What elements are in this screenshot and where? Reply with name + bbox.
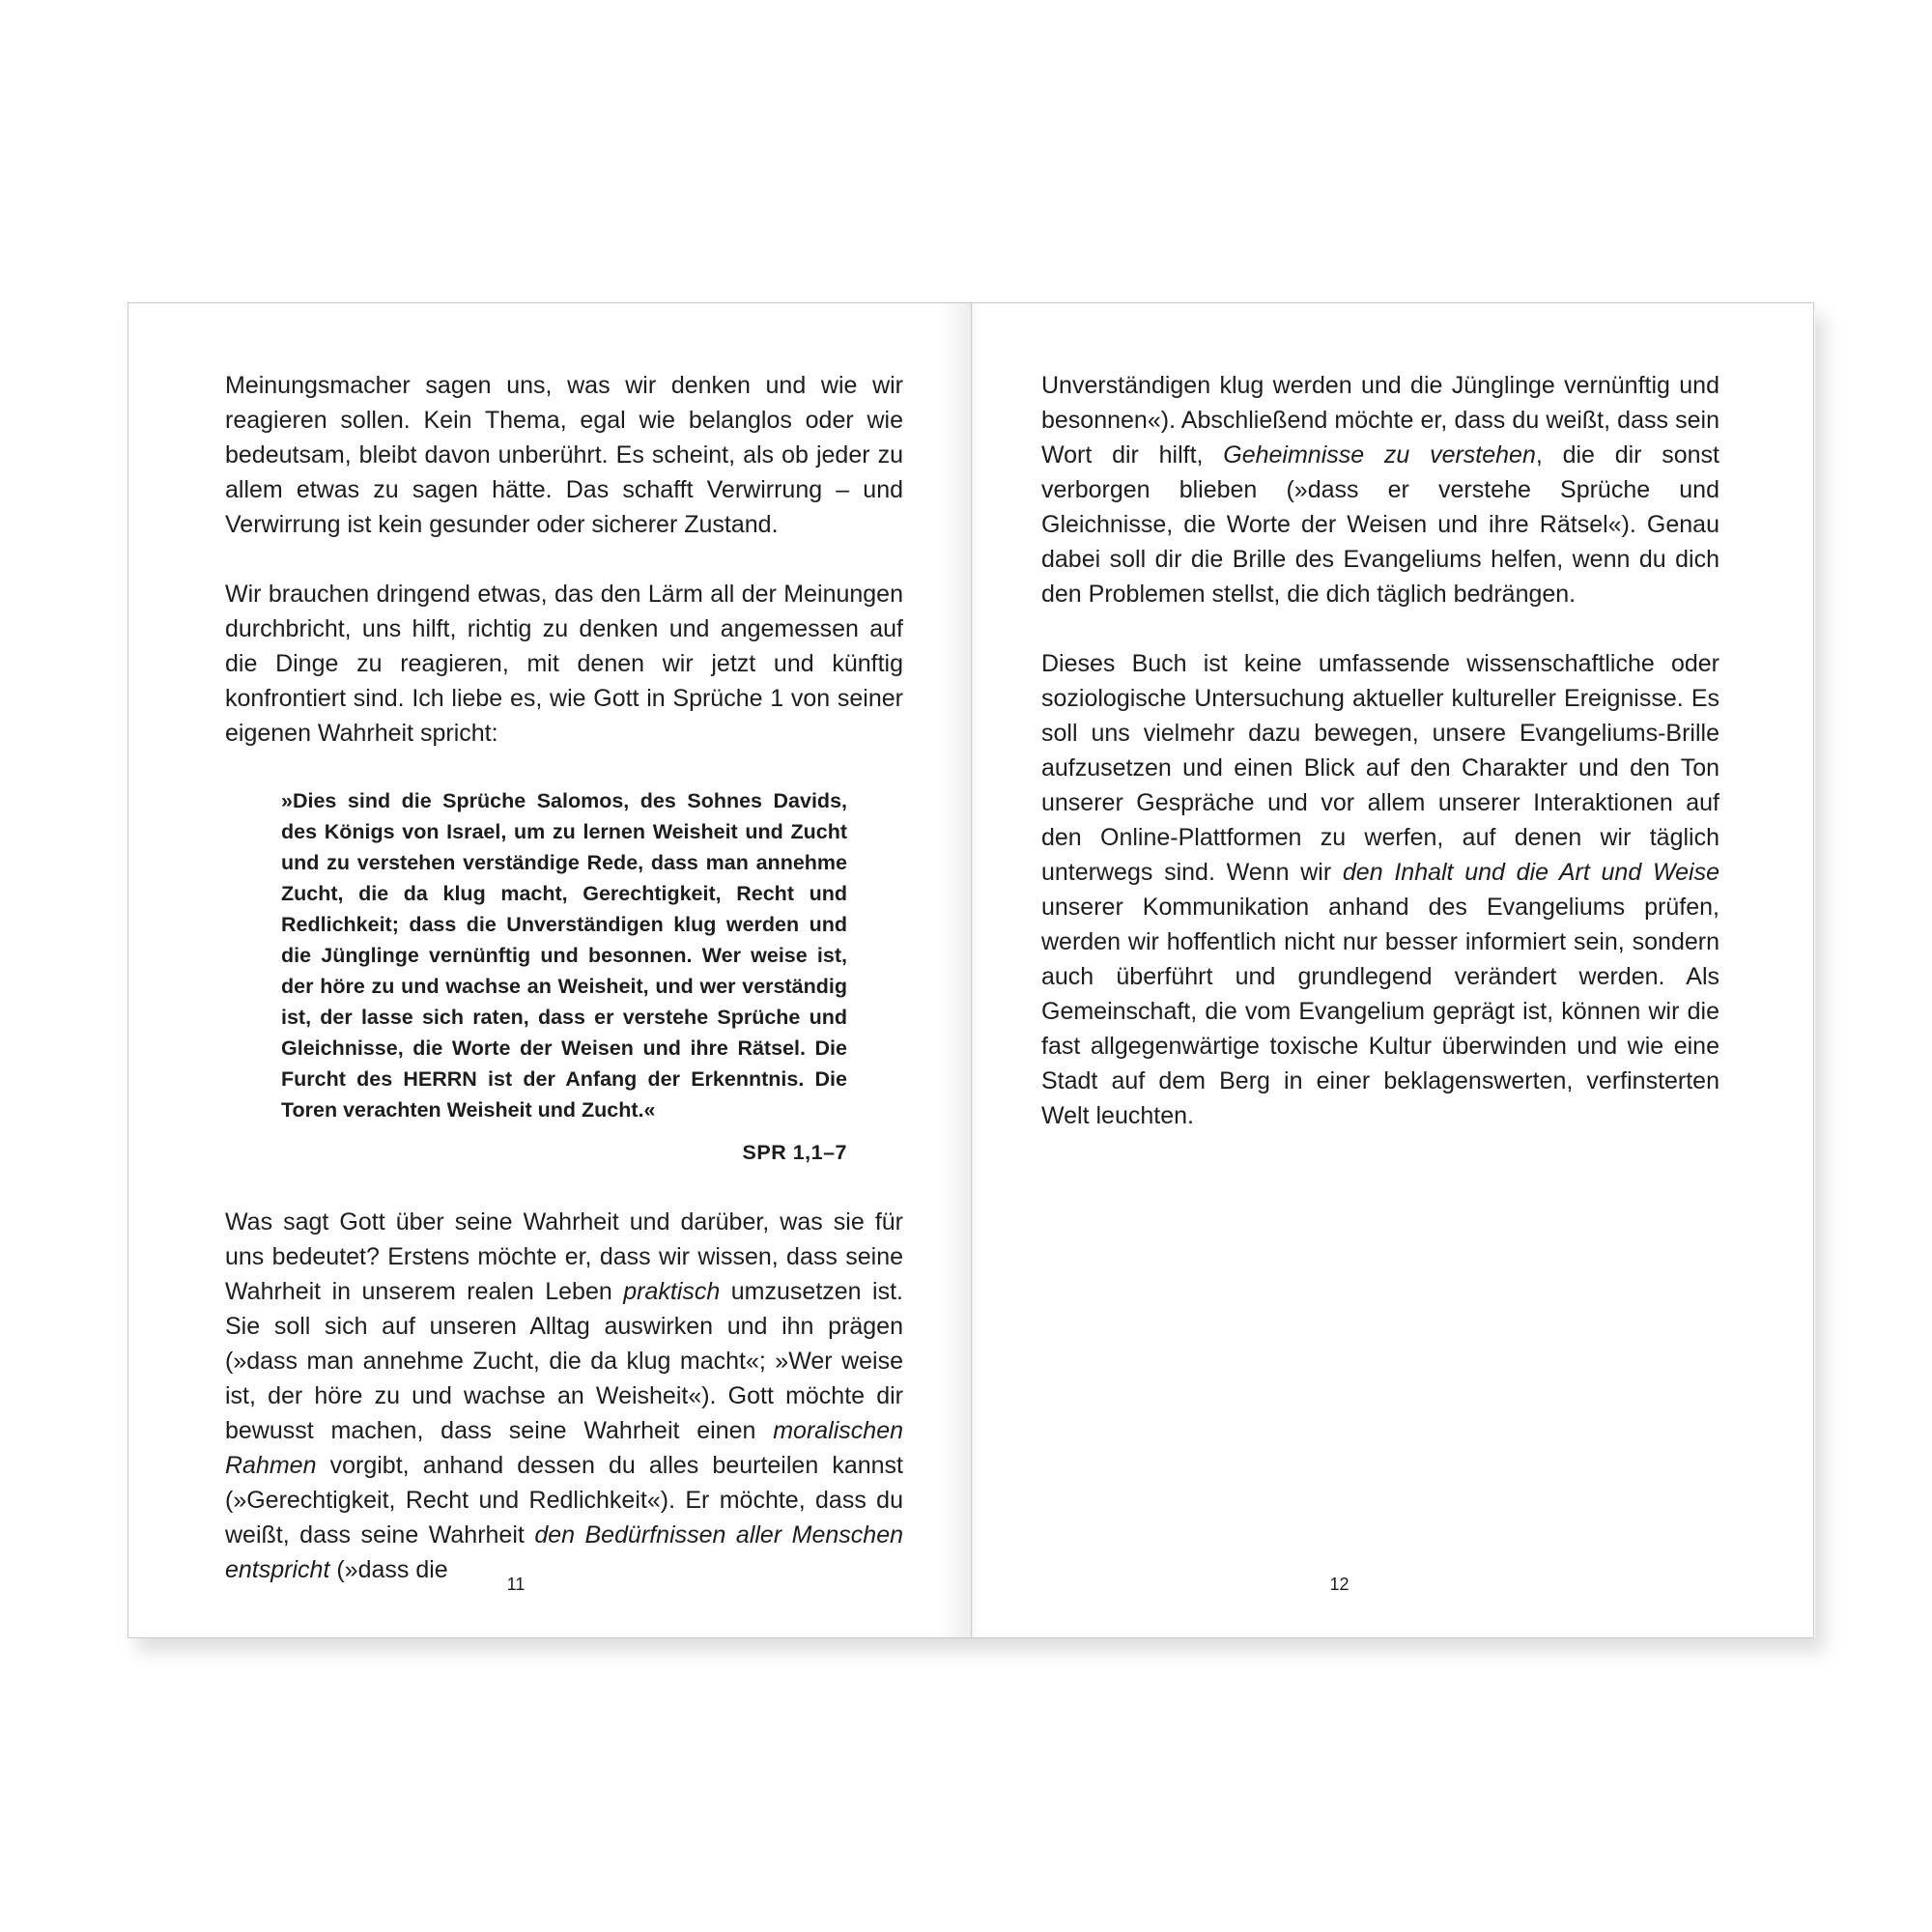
text-run: umzusetzen ist. Sie soll sich auf unseren Alltag auswirken und ihn prägen (»dass man annehme Zucht, die da klug macht«; »Wer weise ist, der höre zu und wachse an Weisheit«). Gott möchte dir bewusst machen, dass seine Wahrheit einen <box>225 1278 903 1444</box>
text-run: unserer Kommunikation anhand des Evangeliums prüfen, werden wir hoffentlich nicht nur besser informiert sein, sondern auch überführt und grundlegend verändert werden. Als Gemeinschaft, die vom Evangelium geprägt ist, können wir die fast allgegenwärtige toxische Kultur überwinden und wie eine Stadt auf dem Berg in einer beklagenswerten, verfinsterten Welt leuchten. <box>1041 894 1719 1129</box>
right-page <box>971 302 1814 1638</box>
text-run: Dieses Buch ist keine umfassende wissenschaftliche oder soziologische Untersuchung aktueller kultureller Ereignisse. Es soll uns vielmehr dazu bewegen, unsere Evangeliums-Brille aufzusetzen und einen Blick auf den Charakter und den Ton unserer Gespräche und vor allem unserer Interaktionen auf den Online-Plattformen zu werfen, auf denen wir täglich unterwegs sind. Wenn wir <box>1041 650 1719 886</box>
left-page-body <box>225 368 903 1587</box>
emphasis: Geheimnisse zu verstehen <box>1223 441 1536 469</box>
bible-quote: »Dies sind die Sprüche Salomos, des Sohnes Davids, des Königs von Israel, um zu lernen Weisheit und Zucht und zu verstehen verständige Rede, dass man annehme Zucht, die da klug macht, Gerechtigkeit, Recht und Redlichkeit; dass die Unverständigen klug werden und die Jünglinge vernünftig und besonnen. Wer weise ist, der höre zu und wachse an Weisheit, und wer verständig ist, der lasse sich raten, dass er verstehe Sprüche und Gleichnisse, die Worte der Weisen und ihre Rätsel. Die Furcht des HERRN ist der Anfang der Erkenntnis. Die Toren verachten Weisheit und Zucht.« <box>281 789 847 1122</box>
page-number: 11 <box>506 1575 526 1594</box>
emphasis: moralischen Rahmen <box>225 1417 903 1479</box>
text-run: Unverständigen klug werden und die Jünglinge vernünftig und besonnen«). Abschließend möchte er, dass du weißt, dass sein Wort dir hilft, <box>1041 372 1719 469</box>
text-run: , die dir sonst verborgen blieben (»dass er verstehe Sprüche und Gleichnisse, die Worte der Weisen und ihre Rätsel«). Genau dabei soll dir die Brille des Evangeliums helfen, wenn du dich den Problemen stellst, die dich täglich bedrängen. <box>1041 441 1720 608</box>
quote-reference: SPR 1,1–7 <box>742 1141 847 1164</box>
right-page-body <box>1041 368 1719 1133</box>
paragraph <box>225 1205 903 1587</box>
text-run: (»dass die <box>329 1556 448 1583</box>
paragraph: Meinungsmacher sagen uns, was wir denken und wie wir reagieren sollen. Kein Thema, egal wie belanglos oder wie bedeutsam, bleibt davon unberührt. Es scheint, als ob jeder zu allem etwas zu sagen hätte. Das schafft Verwirrung – und Verwirrung ist kein gesunder oder sicherer Zustand. <box>225 372 903 538</box>
left-page <box>128 302 971 1638</box>
emphasis: praktisch <box>623 1278 721 1305</box>
text-run: Was sagt Gott über seine Wahrheit und darüber, was sie für uns bedeutet? Erstens möchte er, dass wir wissen, dass seine Wahrheit in unserem realen Leben <box>225 1208 903 1305</box>
page-number: 12 <box>1329 1575 1350 1594</box>
paragraph: Wir brauchen dringend etwas, das den Lärm all der Meinungen durchbricht, uns hilft, richtig zu denken und angemessen auf die Dinge zu reagieren, mit denen wir jetzt und künftig konfrontiert sind. Ich liebe es, wie Gott in Sprüche 1 von seiner eigenen Wahrheit spricht: <box>225 581 903 747</box>
emphasis: den Bedürfnissen aller Menschen entspricht <box>225 1521 903 1583</box>
emphasis: den Inhalt und die Art und Weise <box>1342 859 1719 886</box>
paragraph <box>1041 646 1719 1133</box>
paragraph <box>1041 368 1719 611</box>
book-spread <box>128 302 1815 1638</box>
text-run: vorgibt, anhand dessen du alles beurteilen kannst (»Gerechtigkeit, Recht und Redlichkeit«). Er möchte, dass du weißt, dass seine Wahrheit <box>225 1452 903 1548</box>
